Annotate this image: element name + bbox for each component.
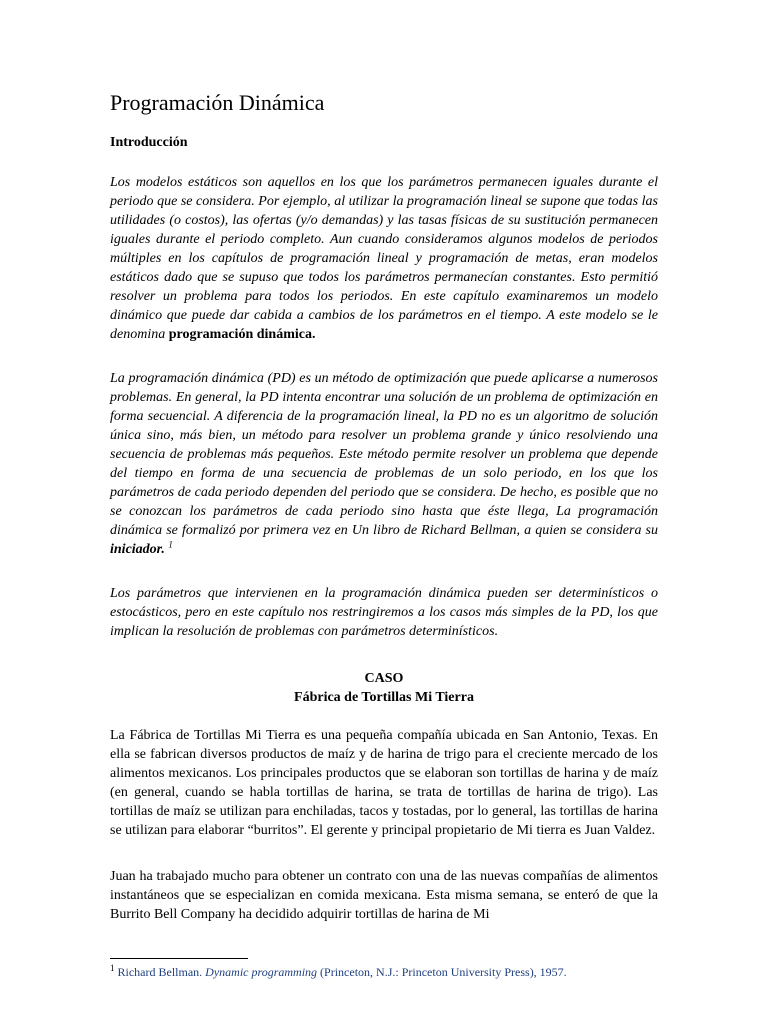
paragraph-juan: Juan ha trabajado mucho para obtener un contrato con una de las nuevas compañías de alimentos instantáneos que se especializan en comida mexicana. Esta misma semana, se enteró de que la Burrito Bell Company ha decidido adquirir tortillas de harina de Mi [110,869,658,922]
page-title: Programación Dinámica [110,90,325,115]
footnote-book-title: Dynamic programming [205,965,318,979]
case-title: Fábrica de Tortillas Mi Tierra [294,690,474,705]
paragraph-programacion-dinamica [110,369,658,559]
paragraph-text: Los modelos estáticos son aquellos en los que los parámetros permanecen iguales durante el periodo que se considera. Por ejemplo, al utilizar la programación lineal se supone que todas las utilidades (o costos), las ofertas (y/o demandas) y las tasas físicas de su sustitución permanecen iguales durante el periodo completo. Aun cuando consideramos algunos modelos de periodos múltiples en los capítulos de programación lineal y programación de metas, eran modelos estáticos dado que se supuso que todos los parámetros permanecían constantes. Esto permitió resolver un problema para todos los periodos. En este capítulo examinaremos un modelo dinámico que puede dar cabida a cambios de los parámetros en el tiempo. A este modelo se le denomina [110,175,658,342]
footnote-divider [110,958,248,959]
bold-term-iniciador: iniciador. [110,542,165,557]
paragraph-text: La programación dinámica (PD) es un método de optimización que puede aplicarse a numerosos problemas. En general, la PD intenta encontrar una solución de un problema de optimización en forma secuencial. A diferencia de la programación lineal, la PD no es un algoritmo de solución única sino, más bien, un método para resolver un problema grande y único resolviendo una secuencia de problemas más pequeños. Este método permite resolver un problema que depende del tiempo en forma de una secuencia de problemas de un solo periodo, en los que los parámetros de cada periodo dependen del periodo que se considera. De hecho, es posible que no se conozcan los parámetros de cada periodo sino hasta que éste llega, La programación dinámica se formalizó por primera vez en Un libro de Richard Bellman, a quien se considera su [110,371,658,538]
footnote-author: Richard Bellman. [114,965,206,979]
paragraph-modelos-estaticos [110,173,658,344]
footnote-number: 1 [110,963,115,973]
paragraph-parametros: Los parámetros que intervienen en la programación dinámica pueden ser determinísticos o estocásticos, pero en este capítulo nos restringiremos a los casos más simples de la PD, los que implican la resolución de problemas con parámetros determinísticos. [110,586,658,639]
section-heading-introduccion: Introducción [110,135,188,150]
case-label: CASO [364,671,404,686]
bold-term-programacion-dinamica: programación dinámica. [168,327,316,342]
paragraph-fabrica: La Fábrica de Tortillas Mi Tierra es una pequeña compañía ubicada en San Antonio, Texas. En ella se fabrican diversos productos de maíz y de harina de trigo para el creciente mercado de los alimentos mexicanos. Los principales productos que se elaboran son tortillas de harina y de maíz (en general, cuando se habla tortillas de harina, se trata de tortillas de harina de trigo). Las tortillas de maíz se utilizan para enchiladas, tacos y tostadas, por lo general, las tortillas de harina se utilizan para elaborar “burritos”. El gerente y principal propietario de Mi tierra es Juan Valdez. [110,728,658,838]
footnote [110,965,567,979]
footnote-publisher: (Princeton, N.J.: Princeton University Press), 1957. [317,965,567,979]
footnote-reference[interactable]: 1 [168,539,173,550]
